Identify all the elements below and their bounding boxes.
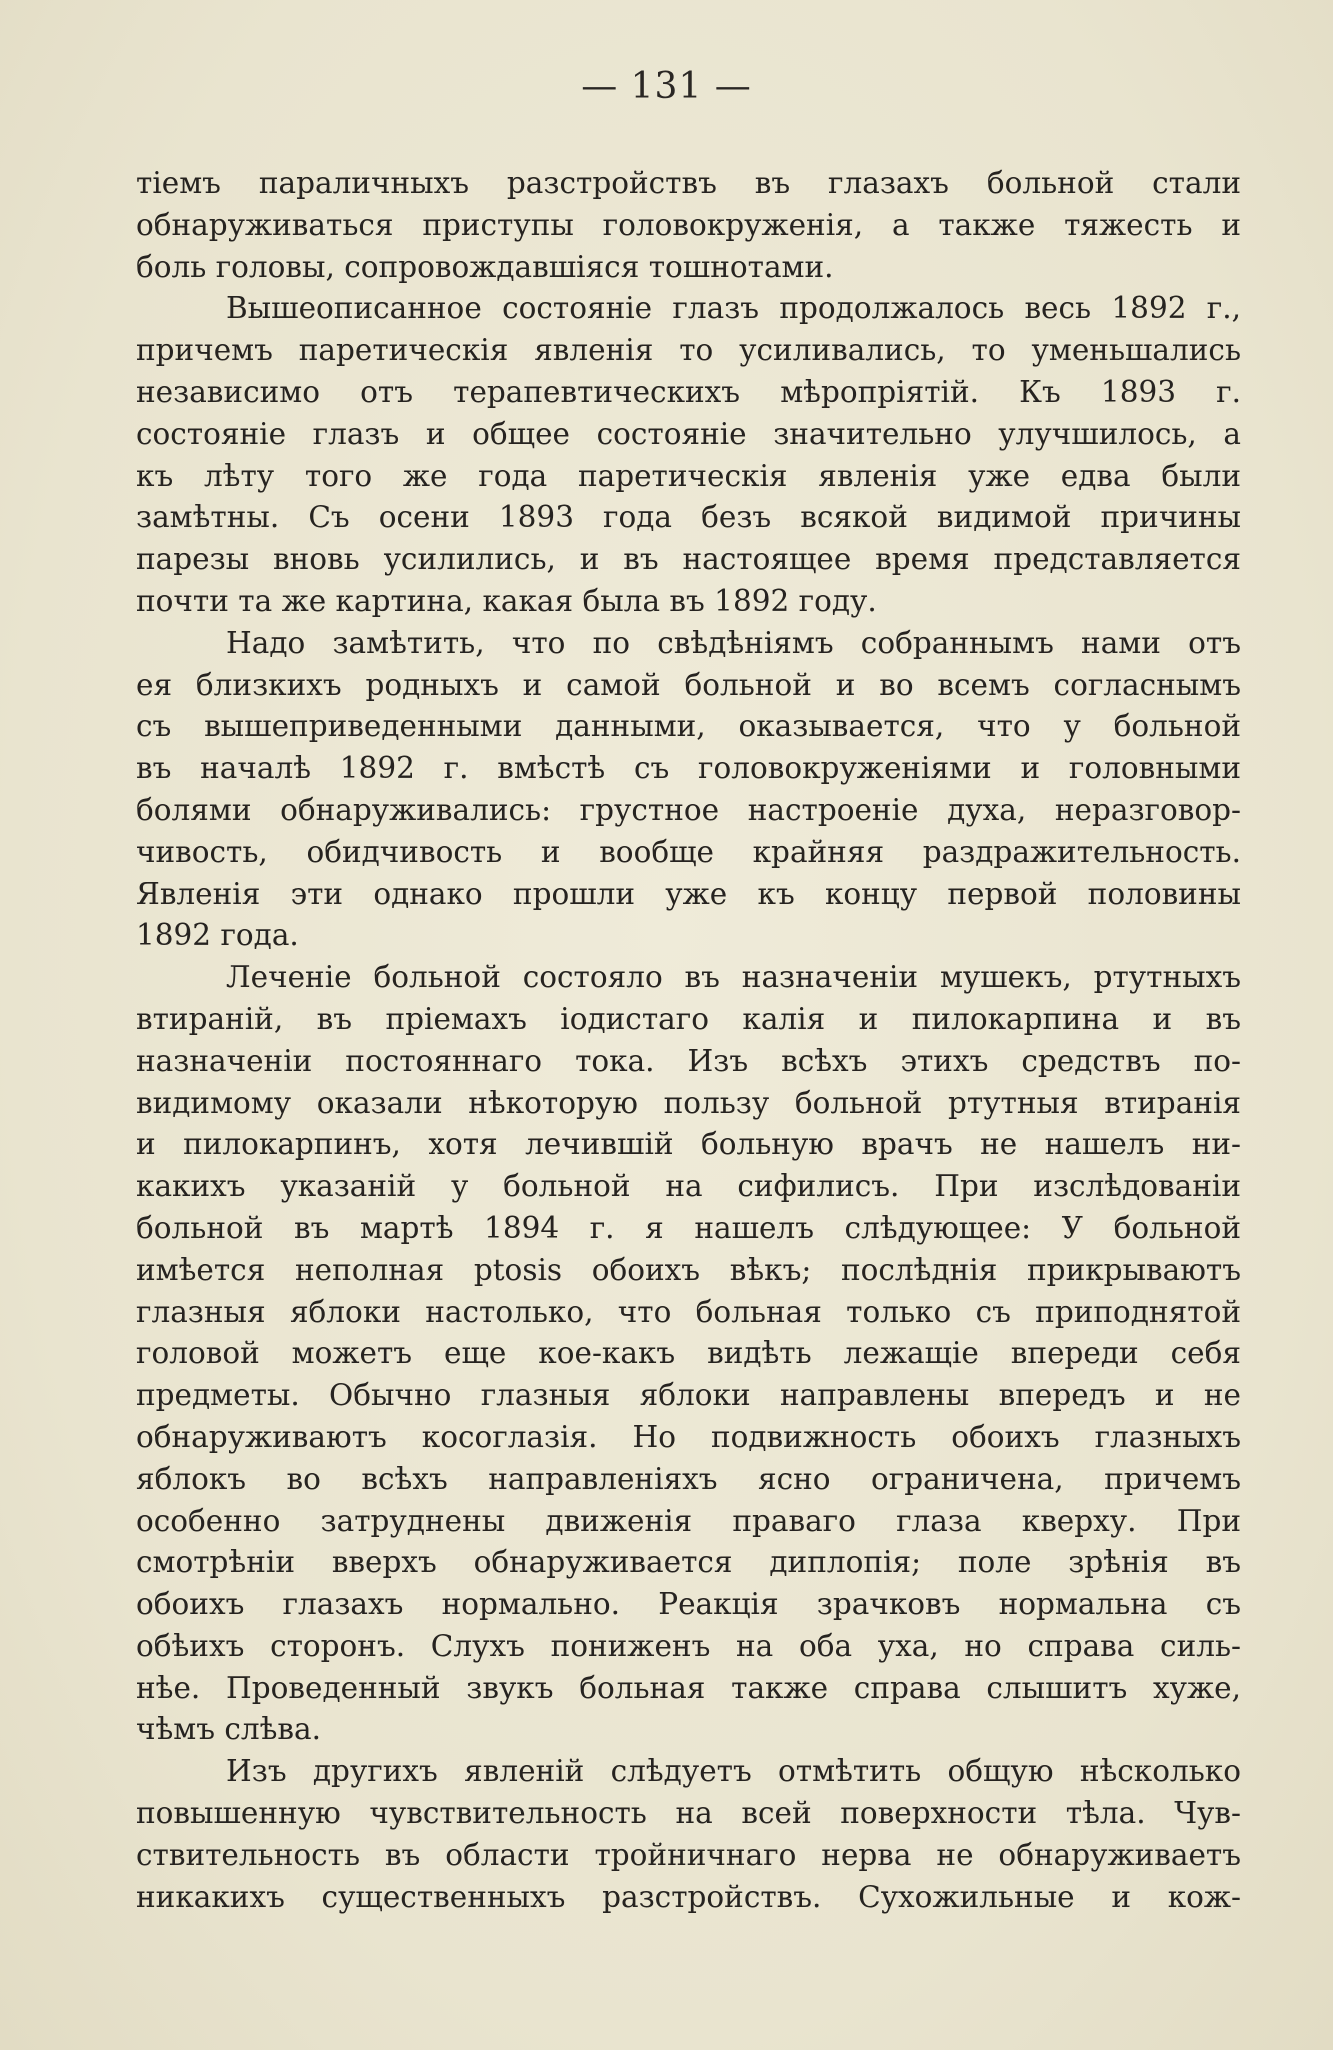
- text-line: съ вышеприведенными данными, оказывается, что у больной: [136, 709, 1241, 744]
- body-text: [136, 163, 1241, 1918]
- text-line: повышенную чувствительность на всей поверхности тѣла. Чув-: [136, 1796, 1241, 1831]
- text-line: независимо отъ терапевтическихъ мѣропріятій. Къ 1893 г.: [136, 374, 1241, 409]
- text-line: тіемъ параличныхъ разстройствъ въ глазахъ больной стали: [136, 166, 1241, 200]
- text-line: имѣется неполная ptosis обоихъ вѣкъ; послѣднія прикрываютъ: [136, 1252, 1241, 1287]
- text-line: обнаруживаться приступы головокруженія, а также тяжесть и: [136, 207, 1241, 242]
- text-line: Леченіе больной состояло въ назначеніи мушекъ, ртутныхъ: [226, 960, 1241, 995]
- text-line: боль головы, сопровождавшіяся тошнотами.: [136, 249, 834, 284]
- paragraph-4: [136, 957, 1241, 1751]
- text-line: Надо замѣтить, что по свѣдѣніямъ собраннымъ нами отъ: [226, 625, 1241, 660]
- text-line: предметы. Обычно глазныя яблоки направлены впередъ и не: [136, 1378, 1241, 1413]
- text-line: Изъ другихъ явленій слѣдуетъ отмѣтить общую нѣсколько: [226, 1754, 1241, 1789]
- text-line: видимому оказали нѣкоторую пользу больной ртутныя втиранія: [136, 1085, 1241, 1120]
- text-line: нѣе. Проведенный звукъ больная также справа слышитъ хуже,: [136, 1670, 1241, 1705]
- text-line: чивость, обидчивость и вообще крайняя раздражительность.: [136, 834, 1241, 869]
- text-line: какихъ указаній у больной на сифилисъ. При изслѣдованіи: [136, 1169, 1241, 1204]
- text-line: чѣмъ слѣва.: [136, 1712, 322, 1747]
- text-line: никакихъ существенныхъ разстройствъ. Сухожильные и кож-: [136, 1879, 1241, 1914]
- text-line: ствительность въ области тройничнаго нерва не обнаруживаетъ: [136, 1837, 1241, 1872]
- text-line: болями обнаруживались: грустное настроеніе духа, неразговор-: [136, 792, 1241, 827]
- text-line: назначеніи постояннаго тока. Изъ всѣхъ этихъ средствъ по-: [136, 1043, 1241, 1078]
- text-line: втираній, въ пріемахъ іодистаго калія и пилокарпина и въ: [136, 1001, 1241, 1036]
- paragraph-1: [136, 163, 1241, 288]
- paragraph-2: [136, 288, 1241, 622]
- paragraph-3: [136, 623, 1241, 957]
- page-number: — 131 —: [581, 66, 752, 107]
- text-line: 1892 года.: [136, 918, 299, 953]
- text-line: обоихъ глазахъ нормально. Реакція зрачковъ нормальна съ: [136, 1587, 1241, 1622]
- text-line: состояніе глазъ и общее состояніе значительно улучшилось, а: [136, 416, 1241, 451]
- text-line: почти та же картина, какая была въ 1892 году.: [136, 583, 877, 618]
- text-line: Явленія эти однако прошли уже къ концу первой половины: [136, 876, 1241, 911]
- text-line: Вышеописанное состояніе глазъ продолжалось весь 1892 г.,: [226, 291, 1241, 326]
- text-line: причемъ паретическія явленія то усиливались, то уменьшались: [136, 333, 1241, 368]
- text-line: головой можетъ еще кое-какъ видѣть лежащіе впереди себя: [136, 1336, 1241, 1371]
- text-line: замѣтны. Съ осени 1893 года безъ всякой видимой причины: [136, 500, 1241, 535]
- text-line: обнаруживаютъ косоглазія. Но подвижность обоихъ глазныхъ: [136, 1419, 1241, 1454]
- text-line: къ лѣту того же года паретическія явленія уже едва были: [136, 458, 1241, 493]
- text-line: больной въ мартѣ 1894 г. я нашелъ слѣдующее: У больной: [136, 1210, 1241, 1245]
- text-line: ея близкихъ родныхъ и самой больной и во всемъ согласнымъ: [136, 667, 1241, 702]
- text-line: глазныя яблоки настолько, что больная только съ приподнятой: [136, 1294, 1241, 1329]
- text-line: особенно затруднены движенія праваго глаза кверху. При: [136, 1503, 1241, 1538]
- text-line: яблокъ во всѣхъ направленіяхъ ясно ограничена, причемъ: [136, 1461, 1241, 1496]
- text-line: и пилокарпинъ, хотя лечившій больную врачъ не нашелъ ни-: [136, 1127, 1241, 1162]
- text-line: смотрѣніи вверхъ обнаруживается диплопія; поле зрѣнія въ: [136, 1545, 1241, 1580]
- paragraph-5: [136, 1751, 1241, 1918]
- text-line: въ началѣ 1892 г. вмѣстѣ съ головокруженіями и головными: [136, 751, 1241, 786]
- text-line: обѣихъ сторонъ. Слухъ пониженъ на оба уха, но справа силь-: [136, 1628, 1241, 1663]
- text-line: парезы вновь усилились, и въ настоящее время представляется: [136, 542, 1241, 577]
